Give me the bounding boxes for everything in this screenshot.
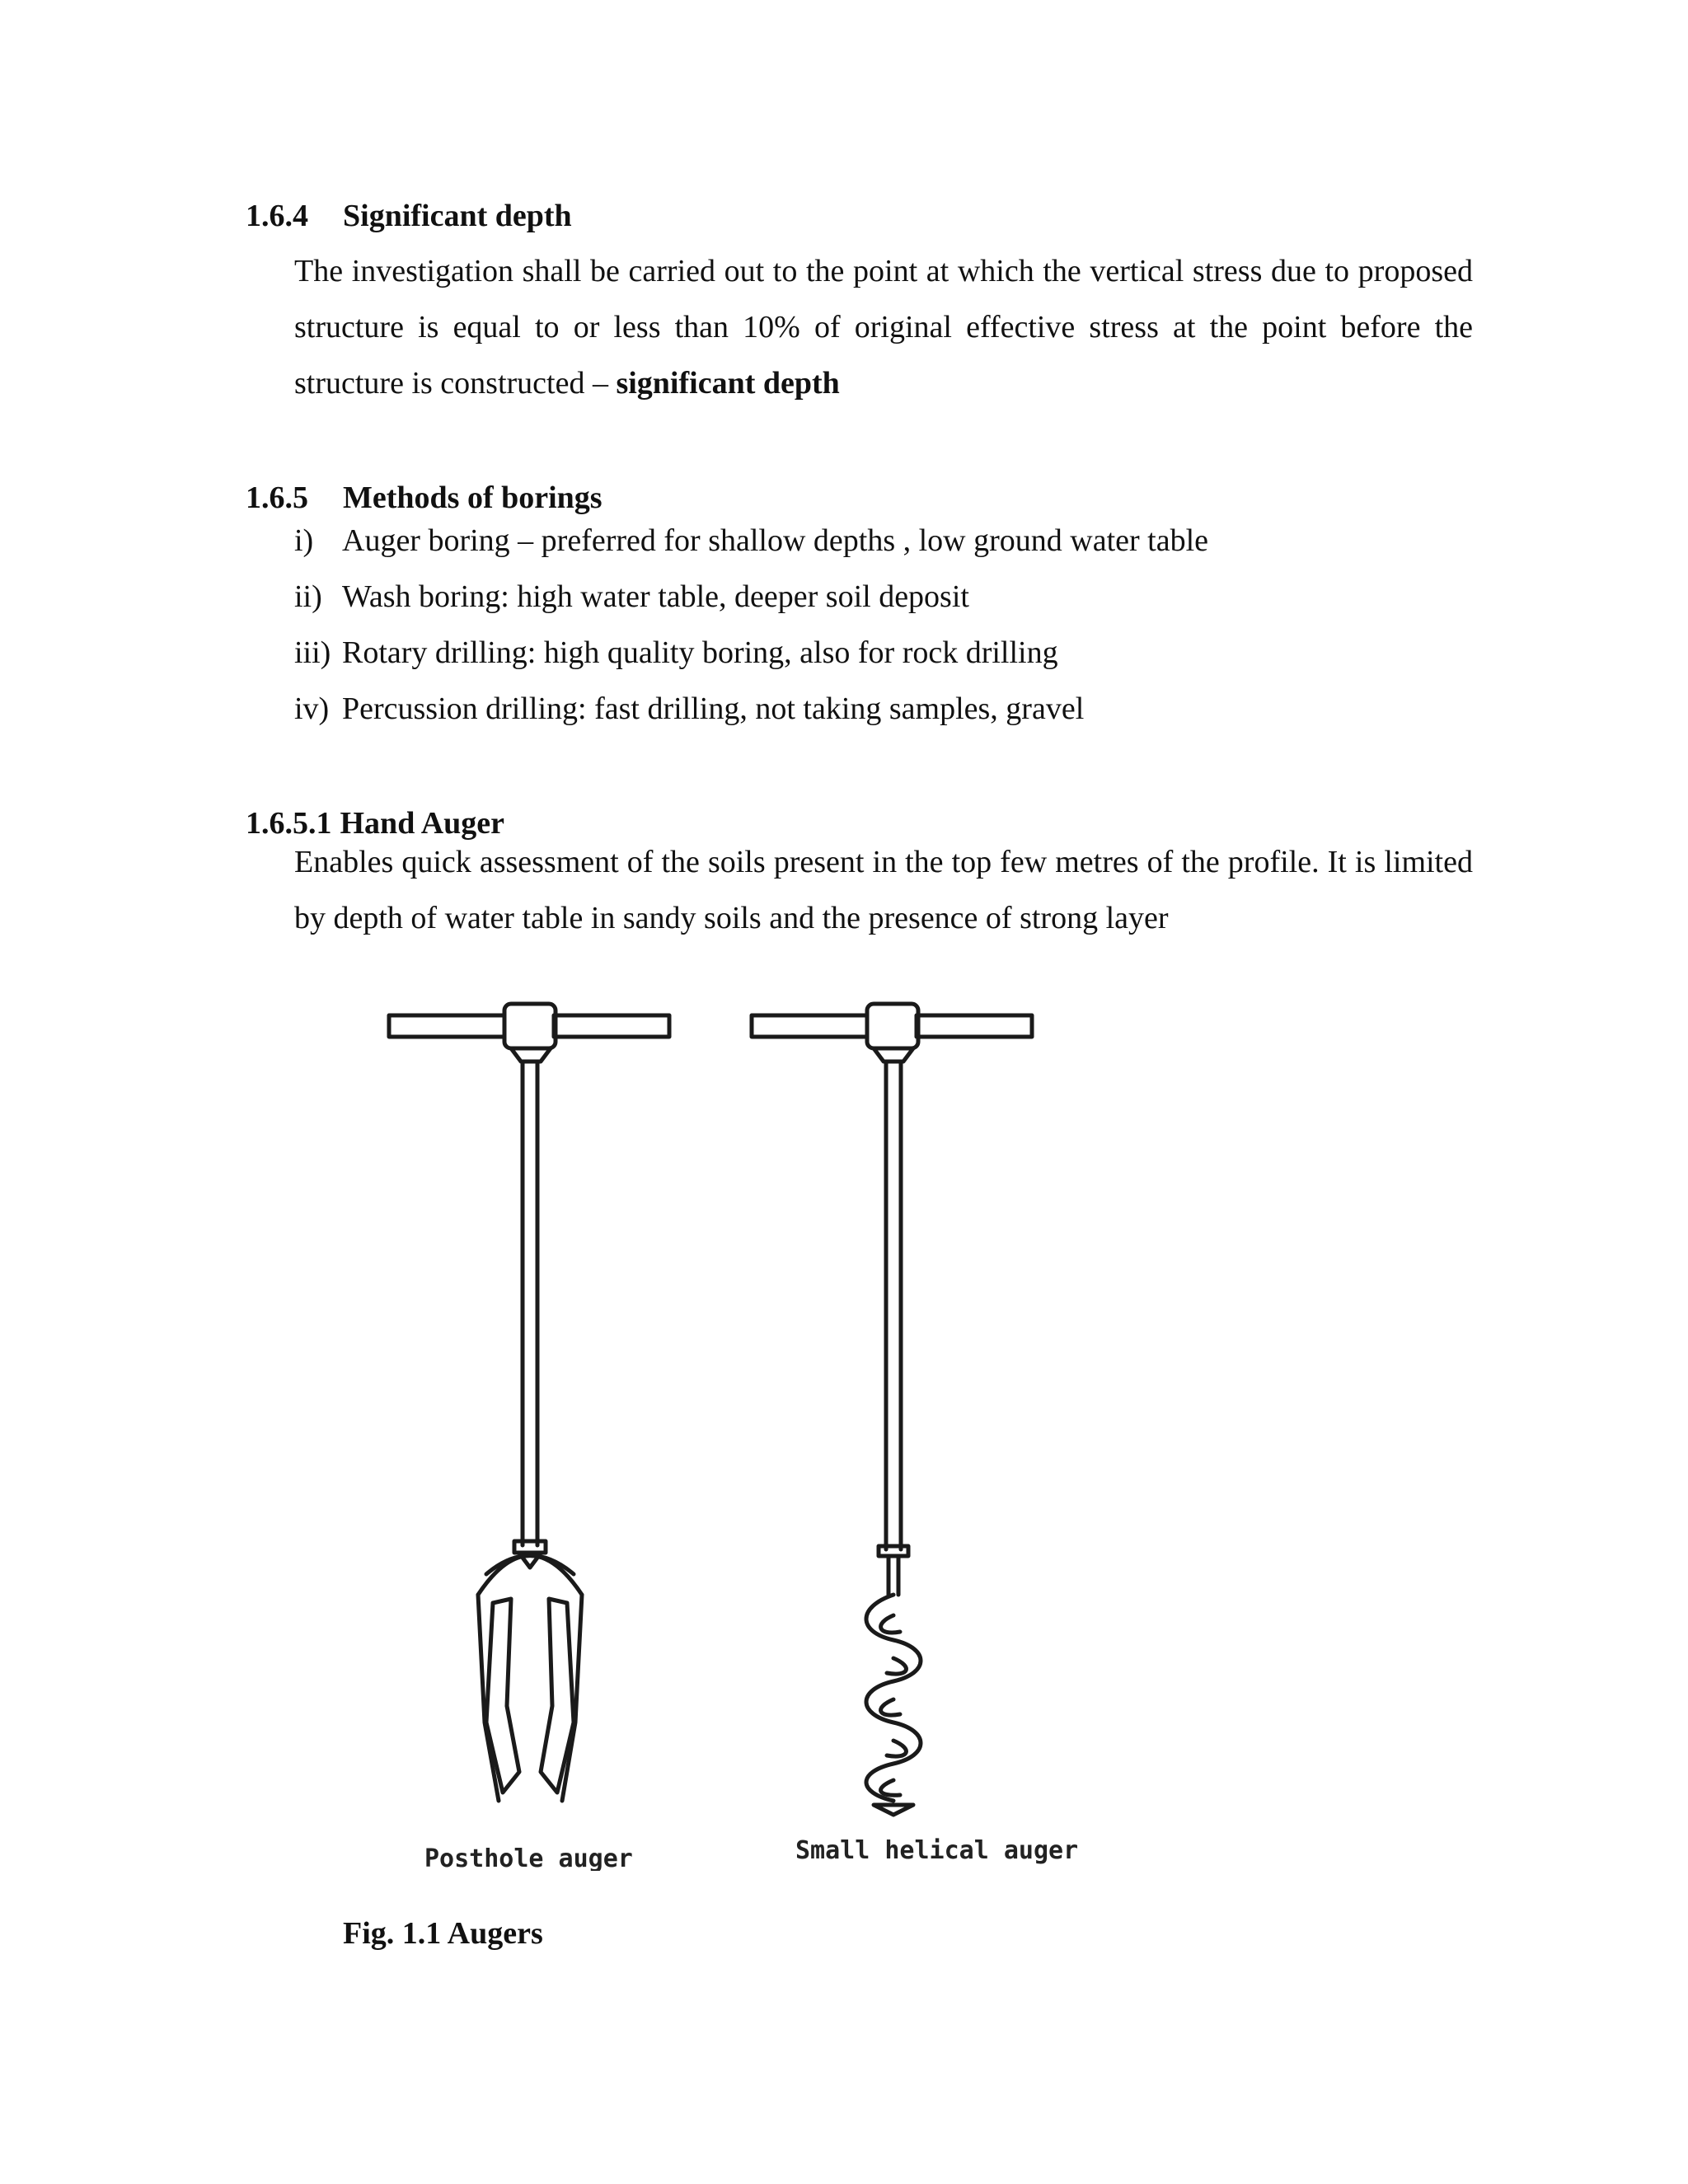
section-number: 1.6.5 bbox=[246, 480, 308, 515]
list-item bbox=[294, 513, 1208, 569]
posthole-auger-drawing bbox=[389, 1004, 669, 1801]
section-title: Methods of borings bbox=[343, 480, 603, 515]
section-number: 1.6.5.1 bbox=[246, 806, 332, 841]
list-item bbox=[294, 681, 1208, 737]
list-marker: i) bbox=[294, 523, 314, 558]
boring-methods-list bbox=[294, 513, 1208, 737]
section-title: Significant depth bbox=[343, 199, 572, 233]
list-text: Auger boring – preferred for shallow depths , low ground water table bbox=[342, 523, 1209, 558]
paragraph-text: Enables quick assessment of the soils present in the top few metres of the profile. It is limited by depth of water table in sandy soils and the presence of strong layer bbox=[294, 845, 1473, 935]
significant-depth-paragraph bbox=[294, 243, 1473, 411]
augers-illustration bbox=[346, 981, 1088, 1871]
list-text: Percussion drilling: fast drilling, not taking samples, gravel bbox=[342, 691, 1085, 726]
section-heading-1-6-5 bbox=[246, 478, 603, 518]
list-marker: ii) bbox=[294, 579, 322, 614]
hand-auger-paragraph bbox=[294, 834, 1473, 946]
paragraph-text: The investigation shall be carried out to the point at which the vertical stress due to proposed structure is equal to or less than 10% of original effective stress at the point before the structure is constructed – bbox=[294, 254, 1473, 401]
paragraph-emphasis: significant depth bbox=[616, 366, 840, 401]
list-item bbox=[294, 569, 1208, 625]
small-helical-auger-label: Small helical auger bbox=[795, 1836, 1079, 1865]
section-number: 1.6.4 bbox=[246, 199, 308, 233]
list-marker: iii) bbox=[294, 635, 331, 670]
section-heading-1-6-4 bbox=[246, 196, 572, 236]
list-item bbox=[294, 625, 1208, 681]
small-helical-auger-drawing bbox=[752, 1004, 1032, 1815]
augers-figure bbox=[346, 981, 1088, 1871]
posthole-auger-label: Posthole auger bbox=[424, 1844, 633, 1871]
list-marker: iv) bbox=[294, 691, 330, 726]
list-text: Wash boring: high water table, deeper soil deposit bbox=[342, 579, 969, 614]
figure-caption: Fig. 1.1 Augers bbox=[343, 1916, 543, 1951]
section-title: Hand Auger bbox=[340, 806, 505, 841]
list-text: Rotary drilling: high quality boring, also for rock drilling bbox=[342, 635, 1058, 670]
